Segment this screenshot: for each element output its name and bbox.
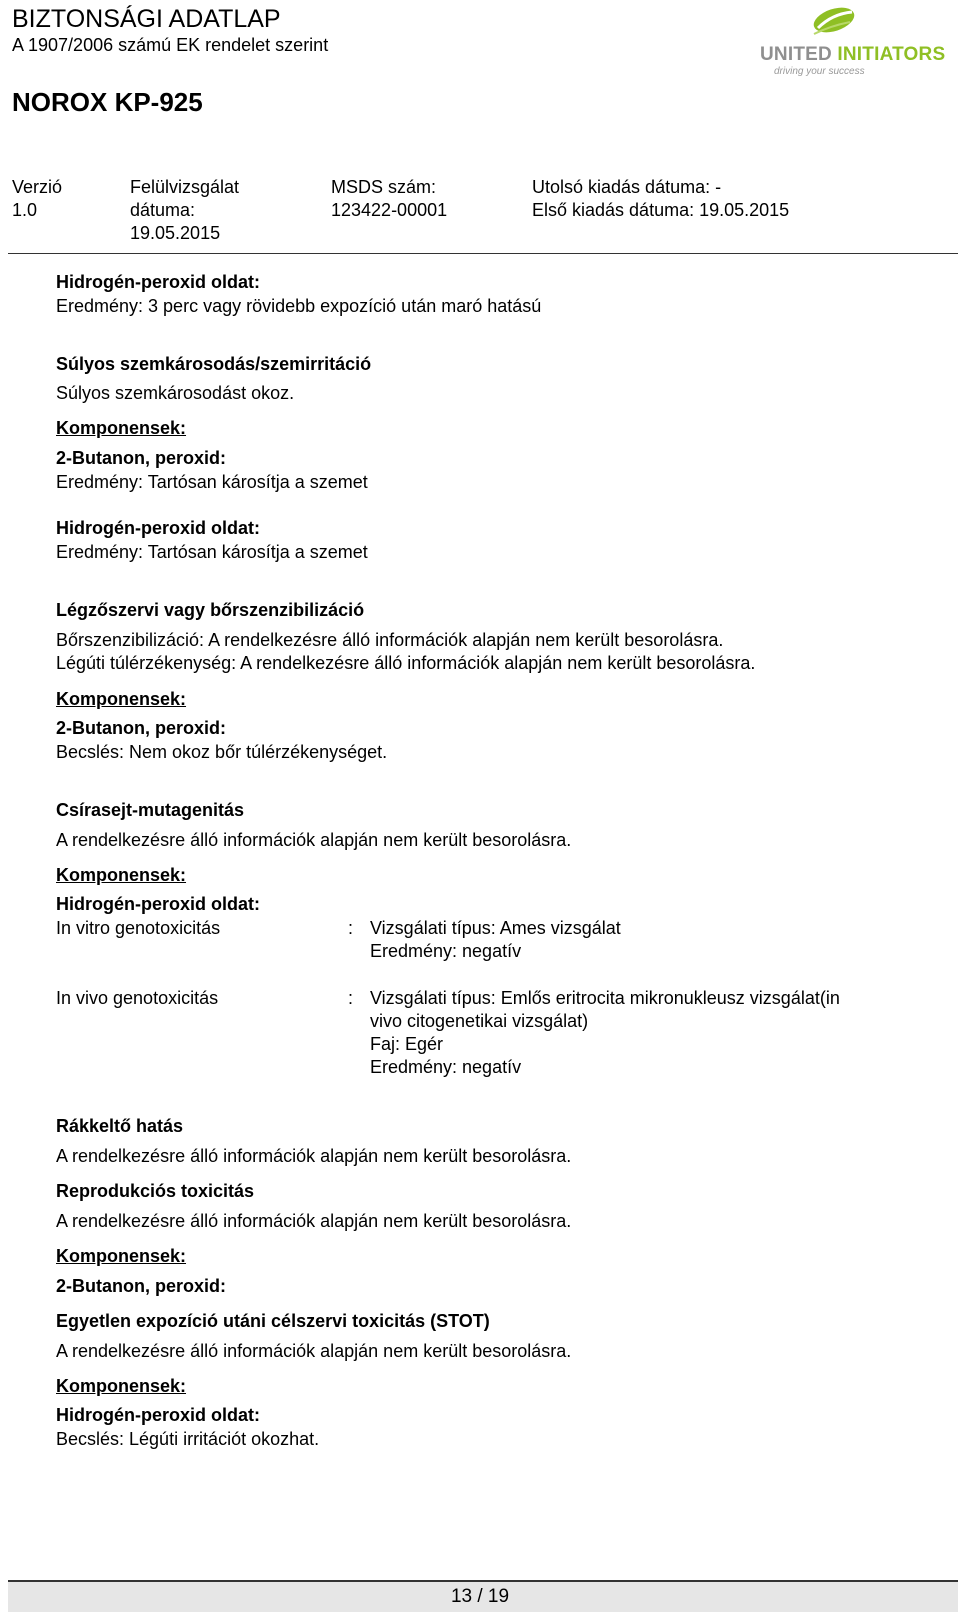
component-heading: 2-Butanon, peroxid: (56, 1276, 226, 1296)
property-label: In vitro genotoxicitás (56, 918, 221, 938)
property-value: Faj: Egér (370, 1034, 444, 1054)
result-text: Eredmény: Tartósan károsítja a szemet (56, 542, 368, 562)
meta-revision: Felülvizsgálat dátuma: 19.05.2015 (130, 177, 240, 243)
section-text: Bőrszenzibilizáció: A rendelkezésre álló információk alapján nem került besorolásra. (56, 630, 724, 650)
company-logo (760, 6, 950, 76)
components-heading: Komponensek: (56, 865, 187, 885)
section-title-carcinogenicity: Rákkeltő hatás (56, 1116, 184, 1136)
result-text: Becslés: Légúti irritációt okozhat. (56, 1429, 320, 1449)
regulation-subtitle: A 1907/2006 számú EK rendelet szerint (12, 35, 329, 55)
result-text: Eredmény: 3 perc vagy rövidebb expozíció után maró hatású (56, 296, 542, 316)
product-name: NOROX KP-925 (12, 87, 203, 117)
leaf-logo-icon (810, 6, 856, 40)
header-divider (8, 253, 958, 254)
component-heading: 2-Butanon, peroxid: (56, 718, 226, 738)
section-text: A rendelkezésre álló információk alapján nem került besorolásra. (56, 830, 572, 850)
property-value: vivo citogenetikai vizsgálat) (370, 1011, 589, 1031)
logo-tagline: driving your success (774, 66, 865, 77)
section-text: Súlyos szemkárosodást okoz. (56, 383, 295, 403)
property-value: Eredmény: negatív (370, 1057, 522, 1077)
section-title-eye-damage: Súlyos szemkárosodás/szemirritáció (56, 354, 372, 374)
property-colon: : (348, 918, 354, 938)
meta-msds: MSDS szám: 123422-00001 (331, 177, 448, 220)
property-label: In vivo genotoxicitás (56, 988, 219, 1008)
components-heading: Komponensek: (56, 418, 187, 438)
section-title-stot: Egyetlen expozíció utáni célszervi toxicitás (STOT) (56, 1311, 490, 1331)
component-heading: Hidrogén-peroxid oldat: (56, 1405, 260, 1425)
meta-version: Verzió 1.0 (12, 177, 63, 220)
meta-issue-dates: Utolsó kiadás dátuma: - Első kiadás dátuma: 19.05.2015 (532, 177, 790, 220)
section-text: A rendelkezésre álló információk alapján nem került besorolásra. (56, 1341, 572, 1361)
section-text: A rendelkezésre álló információk alapján nem került besorolásra. (56, 1211, 572, 1231)
component-heading: 2-Butanon, peroxid: (56, 448, 226, 468)
component-heading: Hidrogén-peroxid oldat: (56, 272, 260, 292)
section-title-mutagenicity: Csírasejt-mutagenitás (56, 800, 245, 820)
section-text: A rendelkezésre álló információk alapján nem került besorolásra. (56, 1146, 572, 1166)
property-colon: : (348, 988, 354, 1008)
components-heading: Komponensek: (56, 689, 187, 709)
components-heading: Komponensek: (56, 1246, 187, 1266)
component-heading: Hidrogén-peroxid oldat: (56, 894, 260, 914)
section-title-reproductive: Reprodukciós toxicitás (56, 1181, 255, 1201)
result-text: Becslés: Nem okoz bőr túlérzékenységet. (56, 742, 388, 762)
component-heading: Hidrogén-peroxid oldat: (56, 518, 260, 538)
property-value: Vizsgálati típus: Ames vizsgálat (370, 918, 621, 938)
section-text: Légúti túlérzékenység: A rendelkezésre álló információk alapján nem került besorolásra. (56, 653, 756, 673)
result-text: Eredmény: Tartósan károsítja a szemet (56, 472, 368, 492)
section-title-sensitisation: Légzőszervi vagy bőrszenzibilizáció (56, 600, 365, 620)
document-title: BIZTONSÁGI ADATLAP (12, 5, 281, 33)
components-heading: Komponensek: (56, 1376, 187, 1396)
property-value: Vizsgálati típus: Emlős eritrocita mikronukleusz vizsgálat(in (370, 988, 840, 1008)
page-number: 13 / 19 (450, 1586, 510, 1607)
property-value: Eredmény: negatív (370, 941, 522, 961)
logo-wordmark: UNITED INITIATORS (760, 44, 946, 65)
